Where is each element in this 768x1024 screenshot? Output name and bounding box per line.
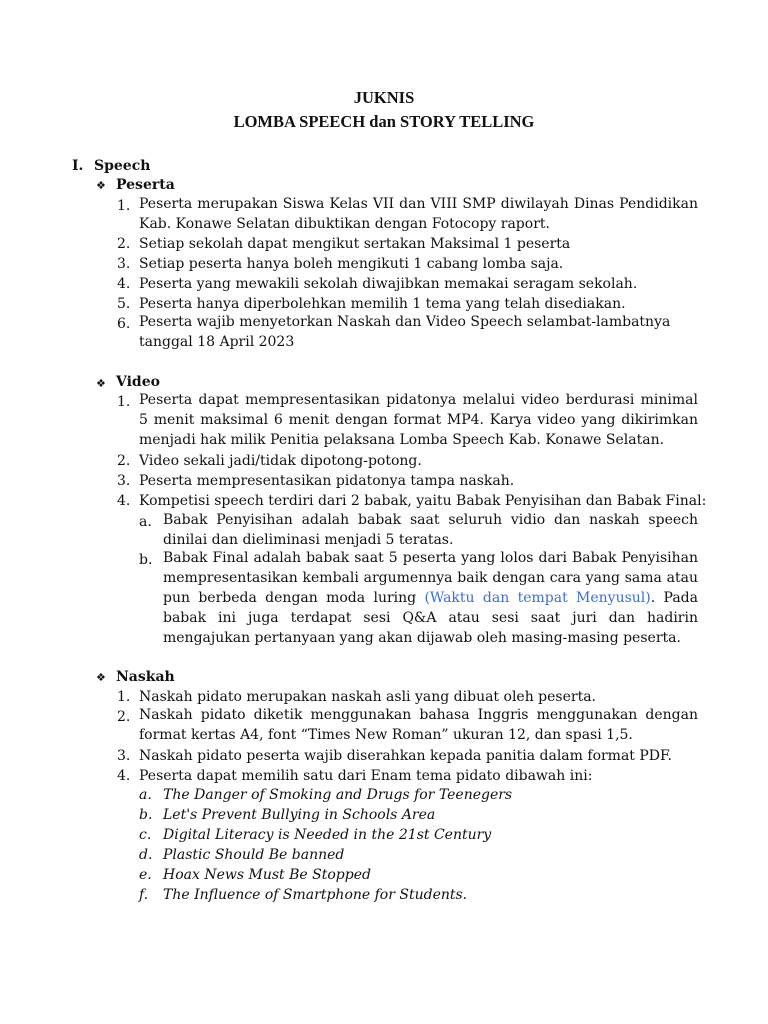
list-item: Peserta wajib menyetorkan Naskah dan Video Speech selambat-lambatnya tanggal 18 April 2023	[139, 314, 671, 350]
list-number: 1.	[117, 198, 131, 214]
list-number: 3.	[117, 748, 131, 764]
heading-peserta: Peserta	[116, 177, 175, 193]
list-number: 1.	[117, 689, 131, 705]
list-number: 3.	[117, 256, 131, 272]
doc-title: JUKNIS	[353, 88, 415, 107]
list-item: Peserta mempresentasikan pidatonya tampa naskah.	[139, 473, 515, 489]
theme-item: Hoax News Must Be Stopped	[163, 867, 371, 883]
sub-item-b-text-cont: . Pada babak ini juga terdapat sesi Q&A atau sesi saat juri dan hadirin mengajukan pertanyaan yang akan dijawab oleh masing-masing peserta.	[163, 590, 698, 646]
list-item: Naskah pidato merupakan naskah asli yang dibuat oleh peserta.	[139, 689, 597, 705]
list-item: Peserta merupakan Siswa Kelas VII dan VIII SMP diwilayah Dinas Pendidikan Kab. Konawe Selatan dibuktikan dengan Fotocopy raport.	[139, 196, 698, 232]
list-number: 4.	[117, 768, 131, 784]
theme-label: d.	[139, 847, 153, 863]
list-item: Peserta hanya diperbolehkan memilih 1 tema yang telah disediakan.	[139, 296, 626, 312]
theme-label: e.	[139, 867, 152, 883]
schedule-link[interactable]: (Waktu dan tempat Menyusul)	[424, 590, 651, 606]
section-label: Speech	[94, 158, 151, 174]
list-number: 4.	[117, 493, 131, 509]
theme-label: b.	[139, 807, 153, 823]
list-number: 5.	[117, 296, 131, 312]
list-item: Video sekali jadi/tidak dipotong-potong.	[139, 453, 422, 469]
list-number: 3.	[117, 473, 131, 489]
diamond-bullet-icon: ❖	[96, 671, 106, 684]
list-number: 4.	[117, 276, 131, 292]
sub-item-a: Babak Penyisihan adalah babak saat seluruh vidio dan naskah speech dinilai dan dieliminasi menjadi 5 teratas.	[163, 512, 698, 548]
theme-label: a.	[139, 787, 152, 803]
theme-item: Digital Literacy is Needed in the 21st Century	[163, 827, 492, 843]
section-number: I.	[72, 158, 84, 174]
sub-item-label: b.	[139, 552, 153, 568]
theme-item: The Danger of Smoking and Drugs for Teenegers	[163, 787, 513, 803]
list-number: 2.	[117, 236, 131, 252]
heading-naskah: Naskah	[116, 669, 175, 685]
list-item: Setiap sekolah dapat mengikut sertakan Maksimal 1 peserta	[139, 236, 571, 252]
list-item: Peserta yang mewakili sekolah diwajibkan memakai seragam sekolah.	[139, 276, 638, 292]
theme-item: Let's Prevent Bullying in Schools Area	[163, 807, 436, 823]
list-item: Naskah pidato diketik menggunakan bahasa Inggris menggunakan dengan format kertas A4, font “Times New Roman” ukuran 12, dan spasi 1,5.	[139, 707, 698, 743]
list-number: 2.	[117, 453, 131, 469]
list-item: Kompetisi speech terdiri dari 2 babak, yaitu Babak Penyisihan dan Babak Final:	[139, 493, 707, 509]
theme-label: f.	[139, 887, 149, 903]
heading-video: Video	[116, 374, 160, 390]
list-number: 1.	[117, 394, 131, 410]
diamond-bullet-icon: ❖	[96, 377, 106, 390]
theme-item: Plastic Should Be banned	[163, 847, 345, 863]
list-number: 2.	[117, 709, 131, 725]
list-item: Naskah pidato peserta wajib diserahkan kepada panitia dalam format PDF.	[139, 748, 673, 764]
list-item: Peserta dapat mempresentasikan pidatonya melalui video berdurasi minimal 5 menit maksimal 6 menit dengan format MP4. Karya video yang dikirimkan menjadi hak milik Penitia pelaksana Lomba Speech Kab. Konawe Selatan.	[139, 392, 698, 448]
theme-label: c.	[139, 827, 152, 843]
list-number: 6.	[117, 316, 131, 332]
diamond-bullet-icon: ❖	[96, 179, 106, 192]
list-item: Setiap peserta hanya boleh mengikuti 1 cabang lomba saja.	[139, 256, 564, 272]
doc-subtitle: LOMBA SPEECH dan STORY TELLING	[233, 112, 535, 131]
sub-item-b-text: Babak Final adalah babak saat 5 peserta yang lolos dari Babak Penyisihan mempresentasikan kembali argumennya baik dengan cara yang sama atau pun berbeda dengan moda luring	[163, 550, 698, 606]
theme-item: The Influence of Smartphone for Students.	[163, 887, 468, 903]
sub-item-label: a.	[139, 514, 152, 530]
list-item: Peserta dapat memilih satu dari Enam tema pidato dibawah ini:	[139, 768, 593, 784]
sub-item-b	[163, 548, 698, 648]
